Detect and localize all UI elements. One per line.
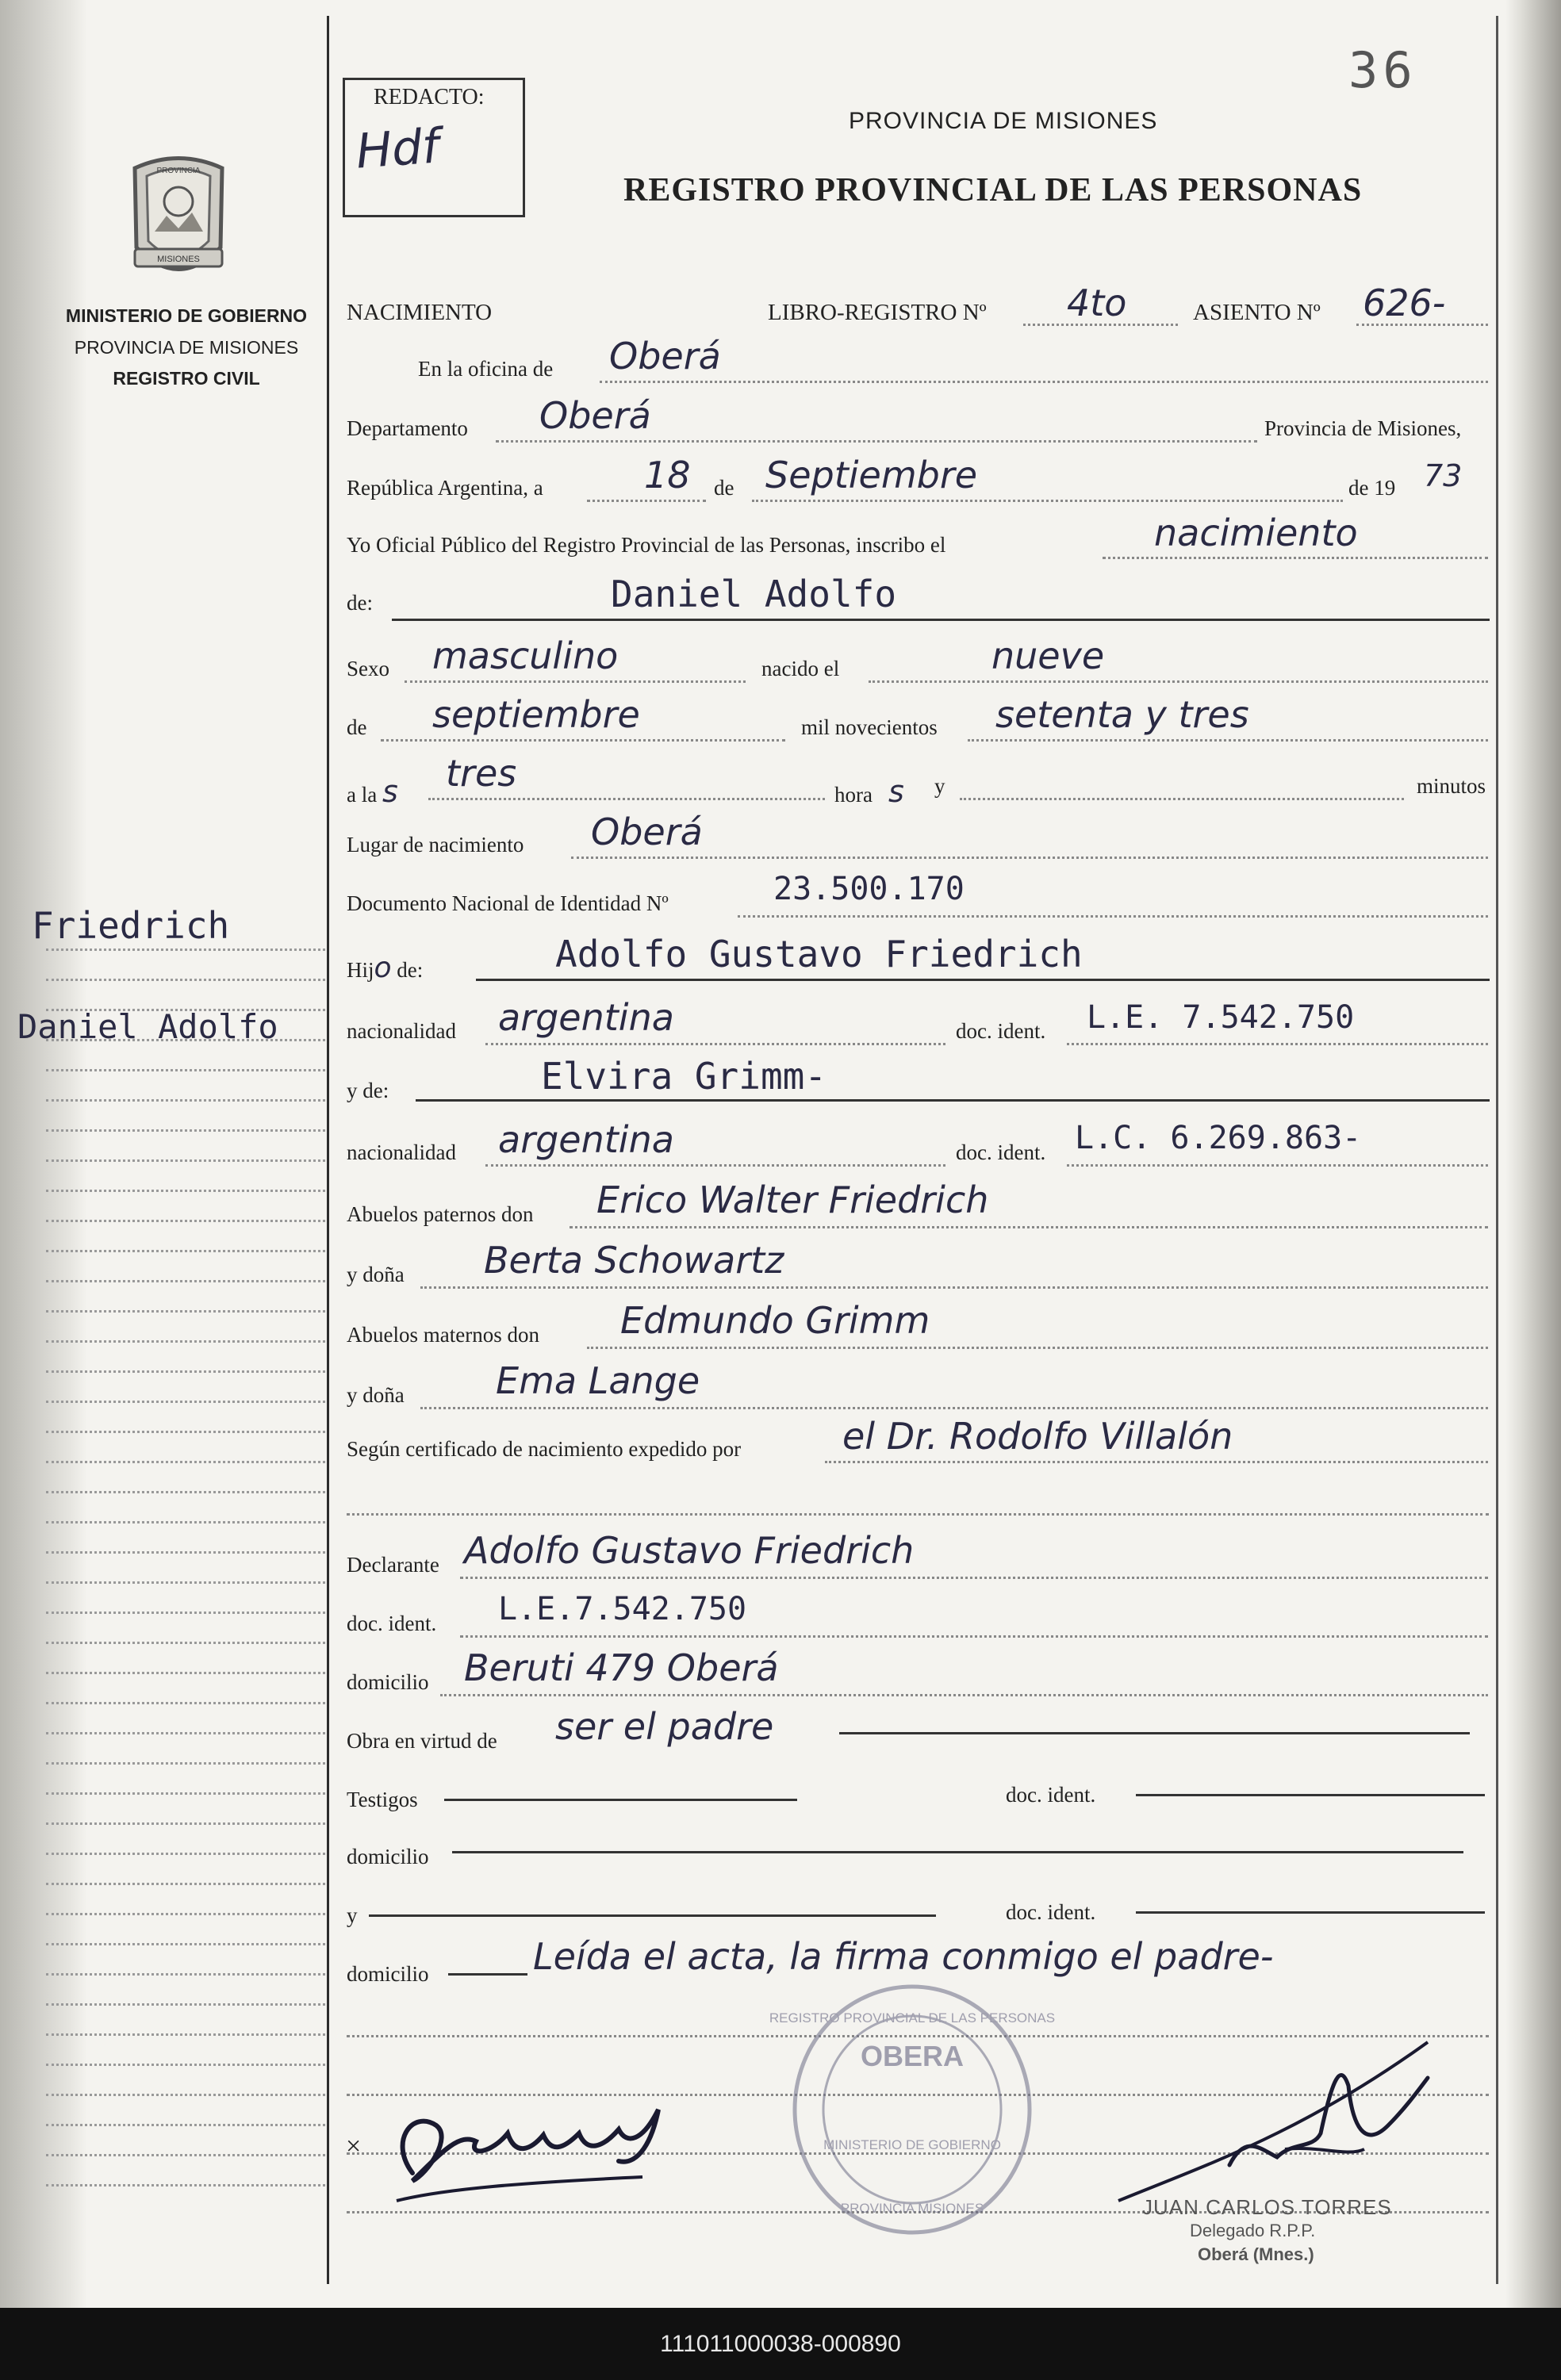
margin-ruling-line bbox=[46, 1581, 325, 1584]
dni-line bbox=[738, 915, 1488, 918]
margin-ruling-line bbox=[46, 1913, 325, 1915]
firma-x: × bbox=[346, 2132, 362, 2161]
margin-ruling-line bbox=[46, 1190, 325, 1192]
margin-ruling-line bbox=[46, 2033, 325, 2036]
stamp-center-text: OBERA bbox=[860, 2040, 965, 2072]
horas-label bbox=[834, 774, 904, 809]
mil-value: setenta y tres bbox=[995, 693, 1249, 736]
sexo-line bbox=[405, 680, 746, 683]
nombre-value: Daniel Adolfo bbox=[611, 573, 897, 615]
margin-ruling-line bbox=[46, 1431, 325, 1433]
hijo-de-text: de: bbox=[397, 958, 424, 982]
margin-ruling-line bbox=[46, 1250, 325, 1252]
sidebar-ministry: MINISTERIO DE GOBIERNO bbox=[65, 305, 308, 326]
margin-ruling-line bbox=[46, 2124, 325, 2126]
margin-ruling-line bbox=[46, 1491, 325, 1493]
nacido-mes-line bbox=[381, 739, 785, 742]
madre-doc-line bbox=[1067, 1164, 1488, 1167]
margin-ruling-line bbox=[46, 1642, 325, 1644]
mes-line bbox=[752, 500, 1343, 502]
certificado-line bbox=[825, 1461, 1488, 1463]
abuelo-mat-value: Edmundo Grimm bbox=[620, 1299, 930, 1342]
nombre-line bbox=[392, 619, 1490, 621]
asiento-value: 626- bbox=[1363, 282, 1446, 324]
margin-ruling-line bbox=[46, 1099, 325, 1102]
horas-s: s bbox=[888, 774, 904, 809]
republica-label: República Argentina, a bbox=[347, 476, 543, 500]
page-number: 36 bbox=[1348, 41, 1417, 99]
testigos-label: Testigos bbox=[347, 1788, 418, 1811]
departamento-label: Departamento bbox=[347, 416, 468, 440]
registry-stamp bbox=[769, 1983, 1056, 2236]
departamento-line bbox=[496, 440, 1257, 443]
mil-label: mil novecientos bbox=[801, 715, 938, 739]
sidebar-province: PROVINCIA DE MISIONES bbox=[74, 337, 299, 358]
domicilio2-label: domicilio bbox=[347, 1845, 429, 1868]
abuelo-pat-value: Erico Walter Friedrich bbox=[596, 1179, 989, 1221]
padre-line bbox=[476, 979, 1490, 981]
de-mes-label: de bbox=[347, 715, 367, 739]
leida-text: Leída el acta, la firma conmigo el padre- bbox=[533, 1935, 1274, 1978]
lugar-label: Lugar de nacimiento bbox=[347, 833, 524, 857]
stamp-bottom-text: PROVINCIA MISIONES bbox=[840, 2201, 984, 2216]
domicilio-value: Beruti 479 Oberá bbox=[464, 1646, 779, 1689]
hijo-label bbox=[347, 952, 423, 984]
madre-value: Elvira Grimm- bbox=[541, 1055, 827, 1098]
certificado-line-2 bbox=[347, 1513, 1489, 1516]
de-label: de bbox=[714, 476, 734, 500]
margin-ruling-line bbox=[46, 1401, 325, 1403]
nacido-label: nacido el bbox=[761, 657, 840, 680]
docident4-label: doc. ident. bbox=[1006, 1783, 1096, 1807]
ydona-label: y doña bbox=[347, 1263, 405, 1286]
declarant-signature bbox=[381, 2078, 682, 2213]
nacido-line bbox=[869, 680, 1488, 683]
madre-line bbox=[416, 1099, 1490, 1102]
hijo-text: Hij bbox=[347, 958, 374, 982]
y2-label: y bbox=[347, 1903, 358, 1927]
hora-value: tres bbox=[446, 752, 517, 795]
declarante-doc-value: L.E.7.542.750 bbox=[498, 1591, 747, 1627]
oficina-line bbox=[600, 381, 1488, 383]
sexo-value: masculino bbox=[432, 634, 619, 677]
declarante-label: Declarante bbox=[347, 1553, 439, 1577]
alas-label bbox=[347, 774, 398, 809]
abuela-pat-line bbox=[420, 1286, 1488, 1289]
asiento-label: ASIENTO Nº bbox=[1193, 300, 1321, 325]
docident2-label: doc. ident. bbox=[956, 1140, 1046, 1164]
madre-doc-value: L.C. 6.269.863- bbox=[1075, 1120, 1362, 1156]
margin-ruling-line bbox=[46, 1762, 325, 1765]
margin-ruling-line bbox=[46, 1310, 325, 1313]
redacto-box bbox=[343, 78, 525, 217]
margin-ruling-line bbox=[46, 2003, 325, 2006]
abuela-pat-value: Berta Schowartz bbox=[484, 1239, 784, 1282]
reference-number: 111011000038-000890 bbox=[0, 2308, 1561, 2380]
declarante-line bbox=[460, 1577, 1488, 1579]
official-name: JUAN CARLOS TORRES bbox=[1142, 2195, 1392, 2219]
margin-ruling-line bbox=[46, 1129, 325, 1132]
madre-nac-line bbox=[485, 1164, 945, 1167]
mil-line bbox=[968, 739, 1488, 742]
margin-ruling-line bbox=[46, 1340, 325, 1343]
obra-label: Obra en virtud de bbox=[347, 1729, 497, 1753]
header-province: PROVINCIA DE MISIONES bbox=[849, 108, 1158, 134]
departamento-value: Oberá bbox=[539, 394, 651, 437]
margin-ruling-line bbox=[46, 1069, 325, 1071]
abuelos-mat-label: Abuelos maternos don bbox=[347, 1323, 539, 1347]
testigos-doc-line bbox=[1136, 1794, 1485, 1796]
nacimiento-label: NACIMIENTO bbox=[347, 300, 493, 325]
margin-ruling-line bbox=[46, 1853, 325, 1855]
official-title: Delegado R.P.P. bbox=[1190, 2221, 1316, 2240]
horas-text: hora bbox=[834, 783, 873, 807]
margin-ruling-line bbox=[46, 1521, 325, 1523]
oficina-label: En la oficina de bbox=[418, 357, 554, 381]
madre-nac-value: argentina bbox=[498, 1118, 674, 1161]
oficina-value: Oberá bbox=[609, 335, 721, 378]
nacido-value: nueve bbox=[991, 634, 1105, 677]
testigos-2-line bbox=[369, 1914, 936, 1917]
margin-ruling-line bbox=[46, 1039, 325, 1041]
margin-ruling-line bbox=[46, 1220, 325, 1222]
docident5-label: doc. ident. bbox=[1006, 1900, 1096, 1924]
obra-value: ser el padre bbox=[555, 1705, 774, 1748]
margin-ruling-line bbox=[46, 1672, 325, 1674]
margin-ruling-line bbox=[46, 1702, 325, 1704]
hora-line bbox=[428, 798, 825, 800]
sidebar-given-names: Daniel Adolfo bbox=[17, 1007, 278, 1046]
seal-bottom-text: MISIONES bbox=[157, 255, 200, 264]
abuelos-pat-label: Abuelos paternos don bbox=[347, 1202, 534, 1226]
official-signature bbox=[1110, 2030, 1444, 2213]
margin-ruling-line bbox=[46, 1551, 325, 1554]
dni-label: Documento Nacional de Identidad Nº bbox=[347, 891, 669, 915]
margin-ruling-line bbox=[46, 1732, 325, 1734]
redacto-initials: Hdf bbox=[354, 118, 441, 180]
margin-ruling-line bbox=[46, 1009, 325, 1011]
certificado-label: Según certificado de nacimiento expedido por bbox=[347, 1437, 742, 1461]
margin-ruling-line bbox=[46, 1822, 325, 1825]
testigos-2-doc-line bbox=[1136, 1911, 1485, 1914]
margin-ruling-line bbox=[46, 1159, 325, 1162]
sidebar-surname: Friedrich bbox=[32, 904, 230, 947]
lugar-line bbox=[571, 857, 1488, 859]
yo-oficial-label: Yo Oficial Público del Registro Provincial de las Personas, inscribo el bbox=[347, 533, 946, 557]
padre-doc-value: L.E. 7.542.750 bbox=[1087, 999, 1355, 1036]
minutos-label: minutos bbox=[1417, 774, 1486, 798]
margin-ruling-line bbox=[46, 1883, 325, 1885]
margin-ruling-line bbox=[46, 2184, 325, 2186]
header-registry: REGISTRO PROVINCIAL DE LAS PERSONAS bbox=[623, 172, 1363, 209]
inscribo-value: nacimiento bbox=[1154, 512, 1358, 554]
margin-ruling-line bbox=[46, 979, 325, 981]
right-rule bbox=[1496, 16, 1498, 2284]
anio-value: 73 bbox=[1424, 458, 1463, 493]
padre-doc-line bbox=[1067, 1043, 1488, 1045]
domicilio-label: domicilio bbox=[347, 1670, 429, 1694]
sidebar-civil: REGISTRO CIVIL bbox=[113, 368, 260, 389]
y-label: y bbox=[934, 774, 945, 798]
official-place: Oberá (Mnes.) bbox=[1198, 2244, 1314, 2264]
minutos-line bbox=[960, 798, 1404, 800]
page-edge-shadow bbox=[1505, 0, 1561, 2308]
declarante-doc-line bbox=[460, 1635, 1488, 1638]
nacido-mes-value: septiembre bbox=[432, 693, 640, 736]
margin-ruling-line bbox=[46, 1792, 325, 1795]
libro-label: LIBRO-REGISTRO Nº bbox=[768, 300, 987, 325]
stamp-inner-text: MINISTERIO DE GOBIERNO bbox=[823, 2137, 1001, 2152]
abuelo-pat-line bbox=[570, 1226, 1488, 1228]
domicilio-line bbox=[440, 1694, 1488, 1696]
de19-label: de 19 bbox=[1348, 476, 1396, 500]
obra-line bbox=[839, 1732, 1470, 1734]
testigos-line bbox=[444, 1799, 797, 1801]
dia-value: 18 bbox=[644, 454, 691, 496]
margin-ruling-line bbox=[46, 949, 325, 951]
margin-ruling-line bbox=[46, 2094, 325, 2096]
alas-text: a la bbox=[347, 783, 378, 807]
alas-s: s bbox=[382, 774, 398, 809]
padre-value: Adolfo Gustavo Friedrich bbox=[555, 933, 1083, 975]
libro-value: 4to bbox=[1067, 282, 1127, 324]
certificado-value: el Dr. Rodolfo Villalón bbox=[842, 1415, 1233, 1458]
dni-value: 23.500.170 bbox=[773, 871, 965, 907]
margin-ruling-line bbox=[46, 1280, 325, 1282]
padre-nac-value: argentina bbox=[498, 996, 674, 1039]
dia-line bbox=[587, 500, 706, 502]
abuela-mat-value: Ema Lange bbox=[496, 1359, 700, 1402]
inscribo-line bbox=[1103, 557, 1488, 559]
padre-nac-line bbox=[485, 1043, 945, 1045]
lugar-value: Oberá bbox=[591, 811, 703, 853]
docident-label: doc. ident. bbox=[956, 1019, 1046, 1043]
redacto-label: REDACTO: bbox=[374, 85, 485, 109]
abuela-mat-line bbox=[420, 1407, 1488, 1409]
margin-ruling-line bbox=[46, 1943, 325, 1945]
testigos-domicilio-line bbox=[452, 1851, 1463, 1853]
abuelo-mat-line bbox=[587, 1347, 1488, 1349]
mes-value: Septiembre bbox=[765, 454, 978, 496]
declarante-value: Adolfo Gustavo Friedrich bbox=[464, 1529, 915, 1572]
margin-ruling-line bbox=[46, 1612, 325, 1614]
testigos-2-domicilio-line bbox=[448, 1973, 527, 1976]
misiones-seal bbox=[119, 152, 238, 291]
nacionalidad-label: nacionalidad bbox=[347, 1019, 456, 1043]
nacionalidad2-label: nacionalidad bbox=[347, 1140, 456, 1164]
domicilio3-label: domicilio bbox=[347, 1962, 429, 1986]
margin-ruling-line bbox=[46, 1370, 325, 1373]
stamp-outer-text: REGISTRO PROVINCIAL DE LAS PERSONAS bbox=[769, 2010, 1056, 2025]
margin-ruling-line bbox=[46, 2154, 325, 2156]
margin-ruling-line bbox=[46, 1461, 325, 1463]
docident3-label: doc. ident. bbox=[347, 1612, 437, 1635]
yde-label: y de: bbox=[347, 1079, 389, 1102]
sexo-label: Sexo bbox=[347, 657, 389, 680]
seal-top-text: PROVINCIA bbox=[156, 167, 201, 175]
hijo-suffix: o bbox=[374, 952, 392, 984]
de-colon-label: de: bbox=[347, 591, 373, 615]
ydona2-label: y doña bbox=[347, 1383, 405, 1407]
margin-ruling-line bbox=[46, 1973, 325, 1976]
margin-rule bbox=[327, 16, 329, 2284]
provincia-suffix: Provincia de Misiones, bbox=[1264, 416, 1462, 440]
margin-ruling-line bbox=[46, 2064, 325, 2066]
